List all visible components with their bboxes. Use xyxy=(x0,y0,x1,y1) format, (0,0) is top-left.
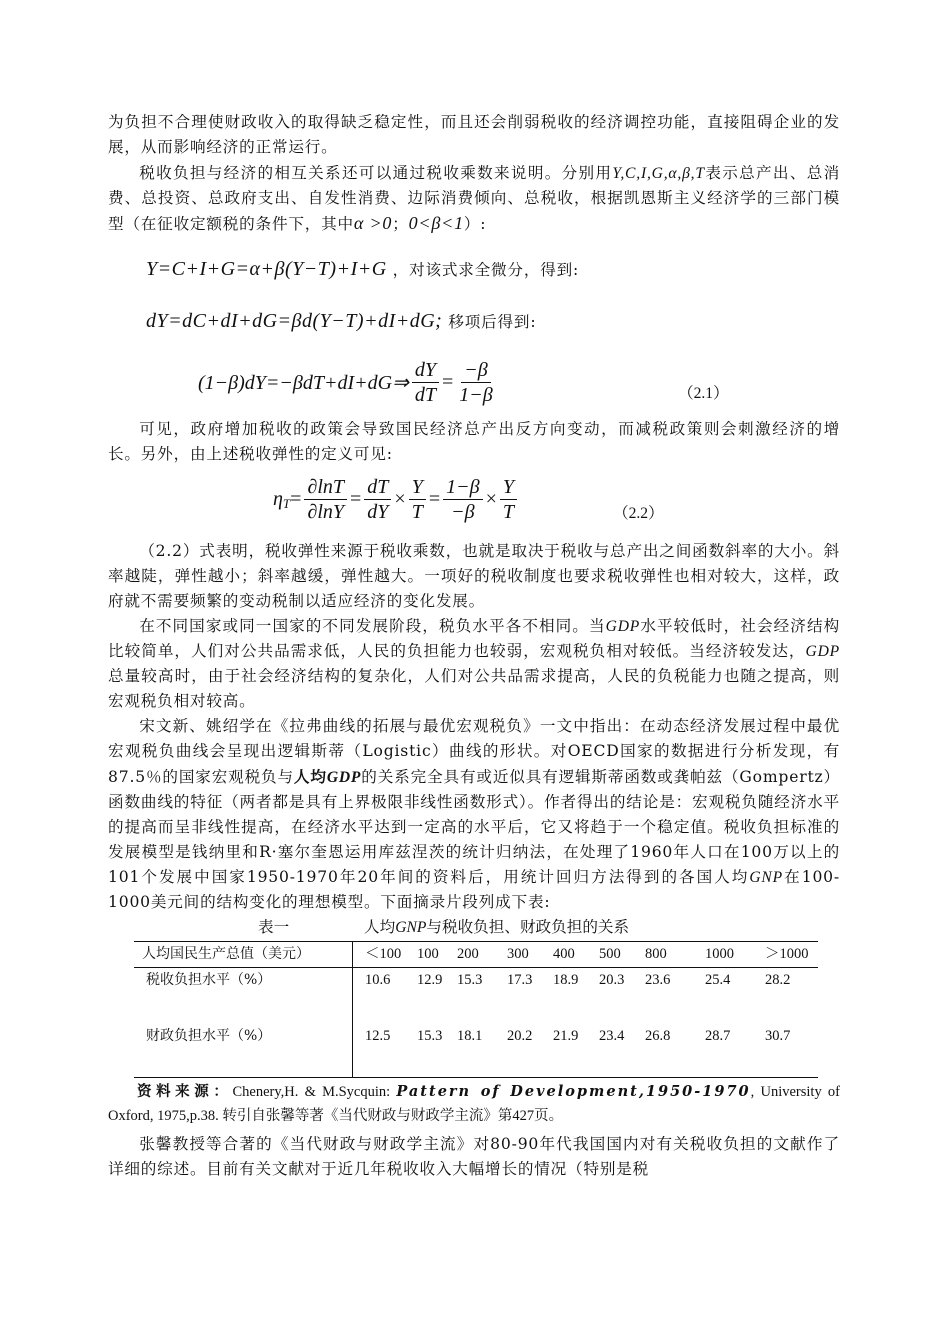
table-header-cell: 1000 xyxy=(699,942,759,968)
table-header-cell: 人均国民生产总值（美元） xyxy=(134,942,353,968)
equation-3: (1−β)dY=−βdT+dI+dG⇒ $\frac{dY}{dT}$ = $\frac{-\beta}{1-\beta}$ （2.1） xyxy=(198,358,729,406)
table-cell: 12.5 xyxy=(353,1024,412,1078)
paragraph-2-text-a: 税收负担与经济的相互关系还可以通过税收乘数来说明。分别用 xyxy=(139,164,613,182)
gdp-term-2: GDP xyxy=(805,643,840,660)
paragraph-5-text-c: 总量较高时，由于社会经济结构的复杂化，人们对公共品需求提高，人民的负税能力也随之提高，则宏观税负相对较高。 xyxy=(108,667,840,710)
elasticity-symbol: η xyxy=(273,487,283,510)
gnp-term: GNP xyxy=(749,869,783,886)
equation-number-2-2: （2.2） xyxy=(613,505,664,522)
table-caption-gnp: GNP xyxy=(395,919,427,936)
table-header-cell: 300 xyxy=(501,942,547,968)
paragraph-1: 为负担不合理使财政收入的取得缺乏稳定性，而且还会削弱税收的经济调控功能，直接阻碍企业的发展，从而影响经济的正常运行。 xyxy=(108,113,840,156)
equation-4-fraction-4-numerator: 1−β xyxy=(443,475,482,500)
table-cell: 30.7 xyxy=(759,1024,818,1078)
paragraph-6 xyxy=(108,714,840,915)
gdp-term: GDP xyxy=(605,618,641,635)
table-cell: 18.9 xyxy=(553,972,579,988)
table-header-row xyxy=(134,942,818,968)
table-cell: 18.1 xyxy=(451,1024,501,1078)
equation-1 xyxy=(146,243,840,295)
table-caption-title-b: 与税收负担、财政负担的关系 xyxy=(426,918,630,936)
source-text-a: Chenery,H. & M.Sycquin: xyxy=(232,1084,397,1100)
table-header-cell: 400 xyxy=(547,942,593,968)
equation-2-tail: 移项后得到: xyxy=(448,313,537,331)
equation-3-fraction-1-numerator: dY xyxy=(412,358,439,383)
table-cell: 15.3 xyxy=(411,1024,451,1078)
table-cell: 17.3 xyxy=(507,972,533,988)
table-cell: 15.3 xyxy=(457,972,483,988)
table-cell: 28.2 xyxy=(765,972,791,988)
paragraph-2 xyxy=(108,161,840,237)
table-cell: 20.3 xyxy=(599,972,625,988)
equation-4-fraction-2 xyxy=(364,475,391,524)
table-row xyxy=(134,1024,818,1078)
equation-1-body: Y=C+I+G=α+β(Y−T)+I+G xyxy=(146,257,387,280)
burden-table xyxy=(134,941,818,1078)
table-row-label: 税收负担水平（%） xyxy=(134,968,353,1024)
equation-2-body: dY=dC+dI+dG=βd(Y−T)+dI+dG; xyxy=(146,309,443,332)
source-text-b: , University of Oxford, 1975,p.38. 转引自张馨等著《当代财政与财政学主流》第427页。 xyxy=(108,1084,841,1124)
table-header-cell: ＞1000 xyxy=(759,942,818,968)
per-capita-bold: 人均 xyxy=(293,767,327,786)
equation-3-fraction-2-numerator: −β xyxy=(461,358,490,383)
table-header-cell: 800 xyxy=(639,942,699,968)
condition-separator: ； xyxy=(392,215,409,233)
equation-4: η $_T$ = $\frac{\partial\ln T}{\partial\ln Y}$ = $\frac{dT}{dY}$ × $\frac{Y}{T}$ = $\frac{1-\beta}{-\beta}$ × $\frac{Y}{T}$ （2.2） xyxy=(273,475,664,523)
equation-4-fraction-1-numerator: ∂lnT xyxy=(304,475,347,500)
table-source xyxy=(108,1080,840,1128)
table-header-cell: ＜100 xyxy=(353,942,412,968)
paragraph-5 xyxy=(108,614,840,714)
source-title: Pattern of Development,1950-1970 xyxy=(396,1083,751,1100)
paragraph-6-text-a: 宋文新、姚绍学在《拉弗曲线的拓展与最优宏观税负》一文中指出：在动态经济发展过程中最优宏观税负曲线会呈现出逻辑斯蒂（Logistic）曲线的形状。对OECD国家的数据进行分析发现，有87.5％的国家宏观税负与 xyxy=(108,717,840,786)
table-cell: 25.4 xyxy=(705,972,731,988)
paragraph-6-text-c: 在100-1000美元间的结构变化的理想模型。下面摘录片段列成下表: xyxy=(108,868,840,911)
equation-1-tail: ，对该式求全微分，得到: xyxy=(392,261,580,279)
paragraph-2-text-b: 表示总产出、总消费、总投资、总政府支出、自发性消费、边际消费倾向、总税收，根据凯恩斯主义经济学的三部门模型（在征收定额税的条件下，其中 xyxy=(108,164,841,233)
source-label: 资料来源： xyxy=(137,1083,233,1100)
condition-beta: 0<β<1 xyxy=(408,213,464,233)
equation-2 xyxy=(146,295,840,347)
equation-number-2-1: （2.1） xyxy=(678,385,729,402)
equation-4-fraction-3-denominator: T xyxy=(411,500,423,523)
table-cell: 28.7 xyxy=(699,1024,759,1078)
equation-4-fraction-5 xyxy=(500,475,517,524)
equation-3-fraction-2 xyxy=(456,358,495,407)
table-header-cell: 500 xyxy=(593,942,639,968)
paragraph-5-text-a: 在不同国家或同一国家的不同发展阶段，税负水平各不相同。当 xyxy=(139,617,606,635)
equation-4-fraction-1 xyxy=(304,475,347,524)
equation-3-fraction-1-denominator: dT xyxy=(414,383,436,406)
equation-4-fraction-5-denominator: T xyxy=(502,500,514,523)
table-row xyxy=(134,968,818,1024)
table-cell: 26.8 xyxy=(639,1024,699,1078)
paragraph-5-text-b: 水平较低时，社会经济结构比较简单，人们对公共品需求低，人民的负担能力也较弱，宏观税负相对较低。当经济较发达， xyxy=(108,617,840,660)
equation-4-fraction-5-numerator: Y xyxy=(500,475,517,500)
table-caption xyxy=(108,915,840,941)
table-cell: 23.4 xyxy=(593,1024,639,1078)
table-cell: 21.9 xyxy=(547,1024,593,1078)
elasticity-subscript: T xyxy=(282,496,291,511)
equation-3-fraction-2-denominator: 1−β xyxy=(459,383,493,406)
table-cell: 12.9 xyxy=(417,972,443,988)
gdp-bold-term: GDP xyxy=(326,769,362,786)
table-cell: 23.6 xyxy=(645,972,671,988)
page-body xyxy=(108,110,840,1182)
equation-4-fraction-3 xyxy=(409,475,426,524)
equation-4-fraction-2-numerator: dT xyxy=(364,475,391,500)
table-caption-label: 表一 xyxy=(258,918,290,936)
equation-4-fraction-2-denominator: dY xyxy=(367,500,389,523)
equation-4-fraction-4 xyxy=(443,475,482,524)
paragraph-3: 可见，政府增加税收的政策会导致国民经济总产出反方向变动，而减税政策则会刺激经济的增长。另外，由上述税收弹性的定义可见: xyxy=(108,420,840,463)
table-header-cell: 100 xyxy=(411,942,451,968)
paragraph-7: 张馨教授等合著的《当代财政与财政学主流》对80-90年代我国国内对有关税收负担的文献作了详细的综述。目前有关文献对于近几年税收收入大幅增长的情况（特别是税 xyxy=(108,1135,840,1178)
paragraph-2-end: ）: xyxy=(463,215,487,233)
variable-list: Y,C,I,G,α,β,T xyxy=(612,165,705,182)
paragraph-6-text-b: 的关系完全具有或近似具有逻辑斯蒂函数或龚帕兹（Gompertz）函数曲线的特征（两者都是具有上界极限非线性函数形式）。作者得出的结论是：宏观税负随经济水平的提高而呈非线性提高，在经济水平达到一定高的水平后，它又将趋于一个稳定值。税收负担标准的发展模型是钱纳里和R·塞尔奎恩运用库兹涅茨的统计归纳法，在处理了1960年人口在100万以上的101个发展中国家1950-1970年20年间的资料后，用统计回归方法得到的各国人均 xyxy=(108,768,841,886)
equation-3-left: (1−β)dY=−βdT+dI+dG⇒ xyxy=(198,371,409,394)
table-caption-title xyxy=(364,915,629,937)
condition-alpha: α >0 xyxy=(353,213,393,233)
table-row-label: 财政负担水平（%） xyxy=(134,1024,353,1078)
table-cell: 20.2 xyxy=(501,1024,547,1078)
table-header-cell: 200 xyxy=(451,942,501,968)
paragraph-4: （2.2）式表明，税收弹性来源于税收乘数，也就是取决于税收与总产出之间函数斜率的大小。斜率越陡，弹性越小；斜率越缓，弹性越大。一项好的税收制度也要求税收弹性也相对较大，这样，政府就不需要频繁的变动税制以适应经济的变化发展。 xyxy=(108,542,840,610)
equation-4-fraction-4-denominator: −β xyxy=(451,500,475,523)
equation-4-fraction-1-denominator: ∂lnY xyxy=(307,500,344,523)
table-cell: 10.6 xyxy=(365,972,391,988)
equation-4-fraction-3-numerator: Y xyxy=(409,475,426,500)
equation-3-fraction-1 xyxy=(412,358,439,407)
table-caption-title-a: 人均 xyxy=(364,918,396,936)
